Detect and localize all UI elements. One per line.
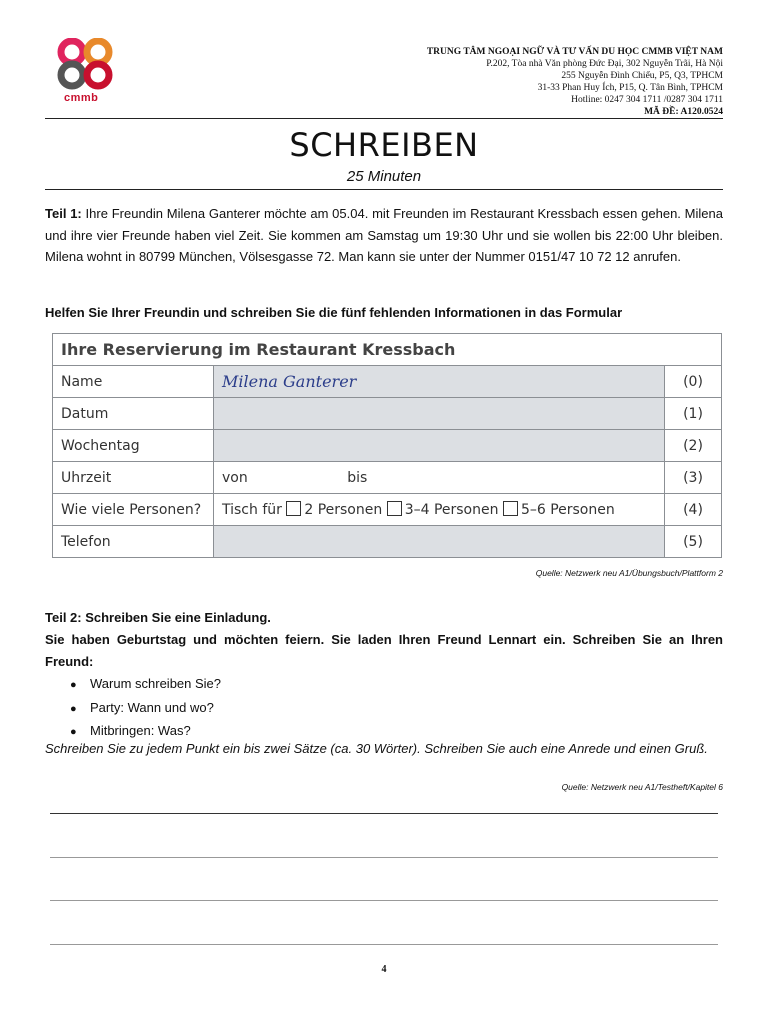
form-row: [53, 462, 722, 494]
form-row: [53, 398, 722, 430]
form-label: Uhrzeit: [53, 462, 214, 494]
telefon-field[interactable]: [214, 526, 665, 558]
form-label: Telefon: [53, 526, 214, 558]
bullet-list: [70, 673, 221, 744]
form-label: Datum: [53, 398, 214, 430]
list-item: ● Party: Wann und wo?: [70, 697, 221, 721]
page-subtitle: 25 Minuten: [346, 168, 422, 185]
uhrzeit-bis: bis: [347, 469, 368, 486]
personen-field: [214, 494, 665, 526]
teil2-heading: Teil 2: Schreiben Sie eine Einladung.: [45, 610, 271, 625]
item-number: (1): [665, 398, 722, 430]
item-number: (2): [665, 430, 722, 462]
writing-line[interactable]: [50, 857, 718, 858]
title-divider: [45, 189, 723, 190]
uhrzeit-field[interactable]: [214, 462, 665, 494]
checkbox[interactable]: [286, 501, 301, 516]
writing-line[interactable]: [50, 944, 718, 945]
teil1-label: Teil 1:: [45, 206, 82, 221]
org-header: [427, 46, 723, 118]
list-item: ● Warum schreiben Sie?: [70, 673, 221, 697]
form-title: Ihre Reservierung im Restaurant Kressbach: [53, 334, 722, 366]
hotline: Hotline: 0247 304 1711 /0287 304 1711: [571, 95, 723, 105]
checkbox[interactable]: [387, 501, 402, 516]
form-row: [53, 526, 722, 558]
org-name: TRUNG TÂM NGOẠI NGỮ VÀ TƯ VẤN DU HỌC CMMB VIỆT NAM: [426, 47, 723, 57]
list-item: ● Mitbringen: Was?: [70, 720, 221, 744]
form-label: Name: [53, 366, 214, 398]
teil1-paragraph: [45, 203, 723, 268]
address-line: 255 Nguyễn Đình Chiểu, P5, Q3, TPHCM: [561, 71, 723, 81]
datum-field[interactable]: [214, 398, 665, 430]
writing-line[interactable]: [50, 813, 718, 814]
page-number: 4: [381, 964, 387, 975]
form-row: [53, 430, 722, 462]
form-label: Wochentag: [53, 430, 214, 462]
source-note: Quelle: Netzwerk neu A1/Testheft/Kapitel 6: [561, 782, 723, 792]
teil1-instruction: Helfen Sie Ihrer Freundin und schreiben Sie die fünf fehlenden Informationen in das Formular: [45, 305, 623, 320]
header-divider: [45, 118, 723, 119]
writing-line[interactable]: [50, 900, 718, 901]
item-number: (4): [665, 494, 722, 526]
checkbox[interactable]: [503, 501, 518, 516]
address-line: 31-33 Phan Huy Ích, P15, Q. Tân Bình, TPHCM: [537, 83, 723, 93]
teil2-note: Schreiben Sie zu jedem Punkt ein bis zwei Sätze (ca. 30 Wörter). Schreiben Sie auch eine Anrede und einen Gruß.: [45, 741, 708, 756]
page-title: SCHREIBEN: [289, 126, 479, 164]
form-label: Wie viele Personen?: [53, 494, 214, 526]
handwritten-name: Milena Ganterer: [222, 372, 357, 391]
item-number: (0): [665, 366, 722, 398]
item-number: (5): [665, 526, 722, 558]
source-note: Quelle: Netzwerk neu A1/Übungsbuch/Plattform 2: [535, 568, 723, 578]
name-field[interactable]: [214, 366, 665, 398]
wochentag-field[interactable]: [214, 430, 665, 462]
item-number: (3): [665, 462, 722, 494]
personen-prefix: Tisch für: [222, 502, 282, 518]
uhrzeit-von: von: [222, 469, 248, 486]
option-label: 5–6 Personen: [520, 502, 615, 518]
teil1-text: Ihre Freundin Milena Ganterer möchte am 05.04. mit Freunden im Restaurant Kressbach essen gehen. Milena und ihre vier Freunde haben viel Zeit. Sie kommen am Samstag um 19:30 Uhr und sie wollen bis 22:00 Uhr bleiben. Milena wohnt in 80799 München, Völsesgasse 72. Man kann sie unter der Nummer 0151/47 10 72 12 anrufen.: [45, 206, 723, 264]
option-label: 3–4 Personen: [404, 502, 499, 518]
exam-code: MÃ ĐỀ: A120.0524: [644, 107, 723, 117]
logo-text: cmmb: [64, 92, 99, 104]
reservation-form: [52, 333, 722, 558]
form-row: [53, 366, 722, 398]
form-row: [53, 494, 722, 526]
option-label: 2 Personen: [304, 502, 383, 518]
address-line: P.202, Tòa nhà Văn phòng Đức Đại, 302 Nguyễn Trãi, Hà Nội: [486, 59, 723, 69]
teil2-task: Sie haben Geburtstag und möchten feiern. Sie laden Ihren Freund Lennart ein. Schreiben Sie an Ihren Freund:: [45, 632, 723, 669]
